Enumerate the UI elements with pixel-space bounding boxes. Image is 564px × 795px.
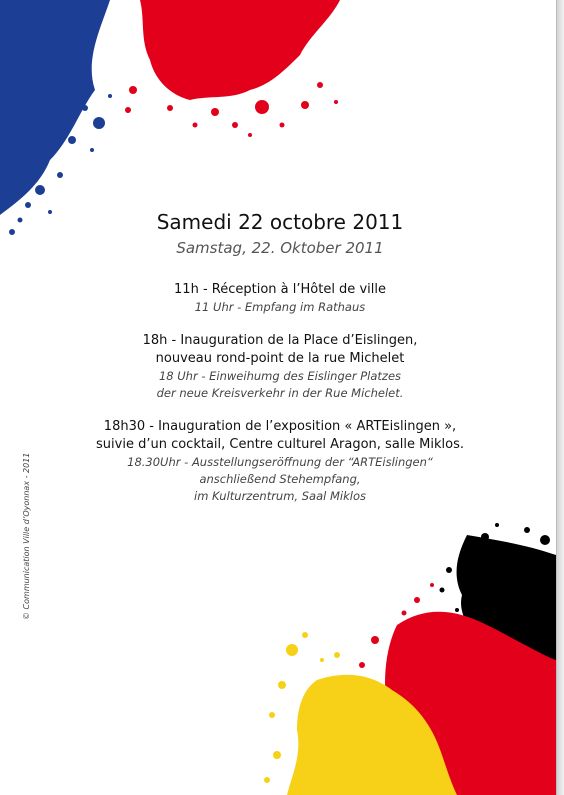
event-german-line: 18.30Uhr - Ausstellungseröffnung der “ARTEislingen“: [127, 455, 433, 469]
event-french-line: suivie d’un cocktail, Centre culturel Aragon, salle Miklos.: [96, 437, 464, 452]
page-shadow: [557, 0, 564, 795]
page-subtitle: Samstag, 22. Oktober 2011: [176, 239, 384, 257]
event-reception: [40, 281, 520, 316]
blue-paint: [0, 0, 112, 235]
event-inauguration-place: [40, 332, 520, 402]
copyright-credit: © Communication Ville d’Oyonnax - 2011: [22, 452, 31, 620]
event-german-line: der neue Kreisverkehr in der Rue Michelet.: [156, 386, 404, 400]
event-exposition: [40, 418, 520, 505]
red-paint: [125, 0, 340, 137]
french-flag-splash: [0, 0, 360, 240]
event-french-line: 18h30 - Inauguration de l’exposition « ARTEislingen »,: [103, 419, 457, 434]
event-french-line: 18h - Inauguration de la Place d’Eislingen,: [142, 333, 418, 348]
event-french-line: 11h - Réception à l’Hôtel de ville: [174, 282, 386, 297]
german-flag-splash: [257, 515, 557, 795]
event-german-line: 18 Uhr - Einweihumg des Eislinger Platzes: [158, 369, 402, 383]
event-german-line: anschließend Stehempfang,: [199, 472, 361, 486]
event-german-line: 11 Uhr - Empfang im Rathaus: [194, 300, 366, 314]
event-french-line: nouveau rond-point de la rue Michelet: [155, 351, 405, 366]
event-german-line: im Kulturzentrum, Saal Miklos: [194, 489, 366, 503]
page-title: Samedi 22 octobre 2011: [156, 210, 404, 234]
